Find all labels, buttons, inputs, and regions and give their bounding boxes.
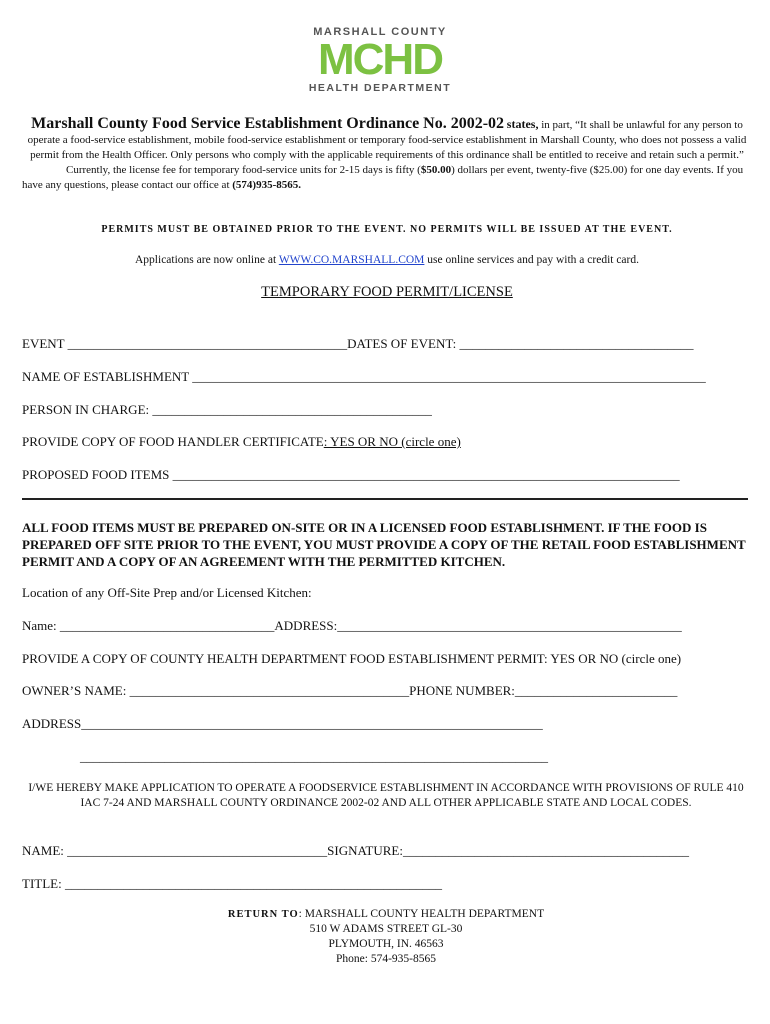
health-permit-copy-line[interactable]: PROVIDE A COPY OF COUNTY HEALTH DEPARTMENT FOOD ESTABLISHMENT PERMIT: YES OR NO (circle one): [22, 651, 682, 666]
return-city: PLYMOUTH, IN. 46563: [328, 938, 444, 950]
mchd-logo: [290, 26, 470, 96]
onsite-preparation-warning: ALL FOOD ITEMS MUST BE PREPARED ON-SITE OR IN A LICENSED FOOD ESTABLISHMENT. IF THE FOOD IS PREPARED OFF SITE PRIOR TO THE EVENT, YOU MUST PROVIDE A COPY OF THE RETAIL FOOD ESTABLISHMENT PERMIT AND A COPY OF AN AGREEMENT WITH THE PERMITTED KITCHEN.: [22, 520, 746, 569]
return-street: 510 W ADAMS STREET GL-30: [309, 923, 463, 935]
logo-bottom-text: HEALTH DEPARTMENT: [308, 82, 452, 94]
return-to-org: : MARSHALL COUNTY HEALTH DEPARTMENT: [298, 908, 545, 920]
county-website-link[interactable]: WWW.CO.MARSHALL.COM: [278, 254, 425, 266]
logo-mchd-text: MCHD: [318, 35, 442, 84]
logo-top-text: MARSHALL COUNTY: [313, 26, 447, 38]
proposed-food-items-field[interactable]: PROPOSED FOOD ITEMS ______________________________________________________________________________: [22, 467, 680, 482]
permits-warning: PERMITS MUST BE OBTAINED PRIOR TO THE EVENT. NO PERMITS WILL BE ISSUED AT THE EVENT.: [101, 224, 673, 235]
establishment-name-field[interactable]: NAME OF ESTABLISHMENT _______________________________________________________________________________: [22, 369, 706, 384]
food-handler-yes-no[interactable]: : YES OR NO (circle one): [323, 434, 461, 449]
fee-text-1: Currently, the license fee for temporary food-service units for 2-15 days is fifty (: [66, 164, 421, 176]
title-field[interactable]: TITLE: __________________________________________________________: [22, 876, 442, 891]
ordinance-quote: in part, “It shall be unlawful for any person to operate a food-service establishment, mobile food-service establishment or temporary food-service establishment in Marshall County, who does not possess a valid permit from the Health Officer. Only persons who comply with the applicable requirements of this ordinance shall be entitled to receive and retain such a permit.”: [27, 119, 747, 161]
form-title: TEMPORARY FOOD PERMIT/LICENSE: [261, 284, 513, 300]
name-signature-field[interactable]: NAME: ________________________________________SIGNATURE:____________________________________________: [22, 843, 689, 858]
intro-paragraph: [22, 116, 752, 193]
offsite-location-label: Location of any Off-Site Prep and/or Licensed Kitchen:: [22, 585, 312, 600]
food-handler-certificate-line[interactable]: [22, 434, 461, 450]
applications-online: [22, 254, 752, 266]
section-divider: [22, 498, 748, 500]
ordinance-title: Marshall County Food Service Establishment Ordinance No. 2002-02: [31, 115, 505, 132]
return-phone: Phone: 574-935-8565: [336, 953, 436, 965]
person-in-charge-field[interactable]: PERSON IN CHARGE: ___________________________________________: [22, 402, 432, 417]
owner-address-field[interactable]: ADDRESS_______________________________________________________________________: [22, 716, 543, 731]
owner-phone-field[interactable]: OWNER’S NAME: ___________________________________________PHONE NUMBER:_________________________: [22, 683, 678, 698]
food-handler-label: PROVIDE COPY OF FOOD HANDLER CERTIFICATE: [22, 434, 324, 449]
apps-before: Applications are now online at: [135, 254, 279, 266]
event-dates-field[interactable]: EVENT ___________________________________________DATES OF EVENT: ____________________________________: [22, 336, 694, 351]
apps-after: use online services and pay with a credit card.: [424, 254, 639, 266]
fee-text-2: ) dollars per event, twenty-five ($25.00) for one day events. If you have any questions, please contact our office at: [22, 164, 744, 191]
fee-amount: $50.00: [420, 164, 452, 176]
return-to-label: RETURN TO: [227, 909, 299, 920]
kitchen-name-address-field[interactable]: Name: _________________________________ADDRESS:_____________________________________________________: [22, 618, 682, 633]
return-address-block: [22, 907, 750, 967]
application-declaration: I/WE HEREBY MAKE APPLICATION TO OPERATE A FOODSERVICE ESTABLISHMENT IN ACCORDANCE WITH PROVISIONS OF RULE 410 IAC 7-24 AND MARSHALL COUNTY ORDINANCE 2002-02 AND ALL OTHER APPLICABLE STATE AND LOCAL CODES.: [28, 782, 744, 809]
states-word: states,: [506, 117, 539, 131]
owner-address-field-2[interactable]: ________________________________________________________________________: [80, 749, 548, 764]
office-phone: (574)935-8565.: [232, 179, 301, 191]
